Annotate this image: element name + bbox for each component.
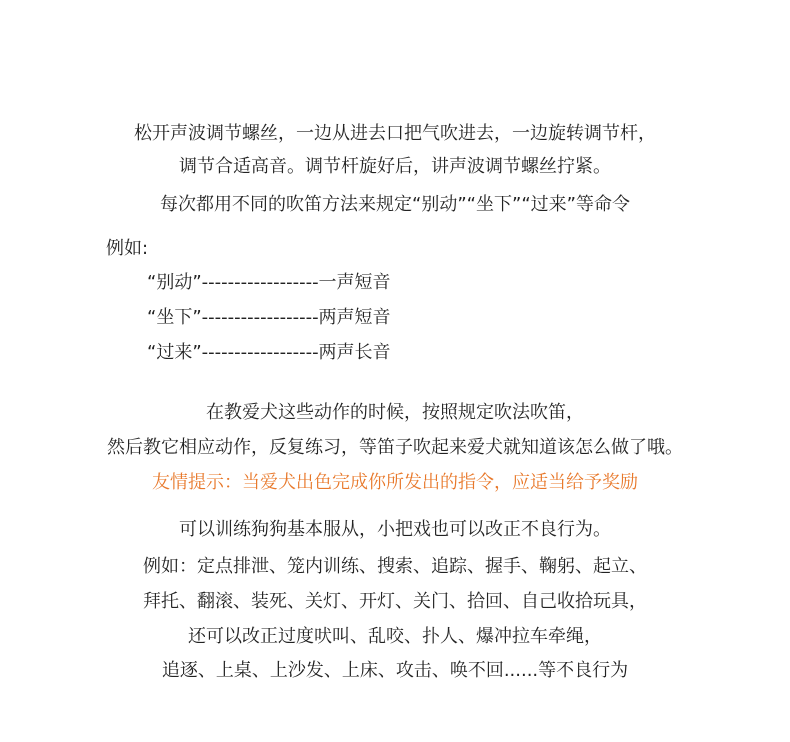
command-example-sit: “坐下”------------------两声短音: [147, 307, 391, 328]
paragraph-line: 松开声波调节螺丝，一边从进去口把气吹进去，一边旋转调节杆，: [134, 123, 656, 144]
command-example-come: “过来”------------------两声长音: [147, 342, 391, 363]
example-label: 例如:: [106, 238, 149, 259]
paragraph-line: 然后教它相应动作，反复练习，等笛子吹起来爱犬就知道该怎么做了哦。: [107, 437, 683, 458]
paragraph-line: 在教爱犬这些动作的时候，按照规定吹法吹笛，: [206, 402, 584, 423]
paragraph-line: 追逐、上桌、上沙发、上床、攻击、唤不回......等不良行为: [161, 660, 629, 681]
paragraph-line: 拜托、翻滚、装死、关灯、开灯、关门、拾回、自己收拾玩具，: [143, 591, 647, 612]
paragraph-line: 每次都用不同的吹笛方法来规定“别动”“坐下”“过来”等命令: [160, 194, 630, 215]
paragraph-line: 还可以改正过度吠叫、乱咬、扑人、爆冲拉车牵绳，: [188, 626, 602, 647]
paragraph-line: 例如：定点排泄、笼内训练、搜索、追踪、握手、鞠躬、起立、: [143, 556, 647, 577]
paragraph-line: 可以训练狗狗基本服从，小把戏也可以改正不良行为。: [179, 519, 611, 540]
tip-text: 友情提示：当爱犬出色完成你所发出的指令，应适当给予奖励: [152, 472, 638, 493]
paragraph-line: 调节合适高音。调节杆旋好后，讲声波调节螺丝拧紧。: [179, 156, 611, 177]
command-example-stay: “别动”------------------一声短音: [147, 272, 391, 293]
